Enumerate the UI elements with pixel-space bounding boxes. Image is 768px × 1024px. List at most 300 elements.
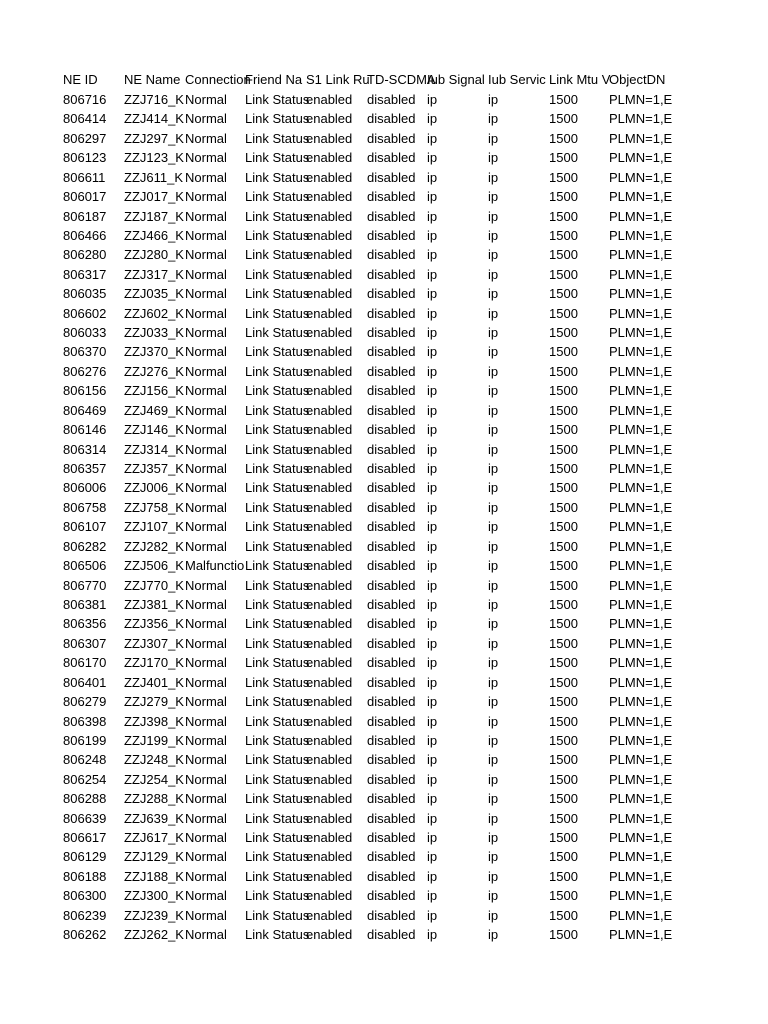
cell-s1-link: enabled: [306, 169, 353, 185]
cell-iub-signal: ip: [427, 247, 438, 263]
cell-friend-name: Link Status: [245, 674, 310, 690]
header-cell-iub-signal: Iub Signal: [427, 72, 485, 87]
cell-friend-name: Link Status: [245, 130, 310, 146]
cell-iub-signal: ip: [427, 189, 438, 205]
cell-link-mtu: 1500: [549, 130, 578, 146]
header-cell-friend-name: Friend Na: [245, 72, 303, 87]
cell-iub-service: ip: [488, 189, 499, 205]
table-row: [63, 362, 703, 381]
cell-iub-signal: ip: [427, 325, 438, 341]
cell-connection: Normal: [185, 266, 227, 282]
cell-link-mtu: 1500: [549, 616, 578, 632]
table-row: [63, 692, 703, 711]
table-row: [63, 323, 703, 342]
cell-friend-name: Link Status: [245, 383, 310, 399]
cell-ne-name: ZZJ017_K: [124, 189, 184, 205]
cell-td-scdma: disabled: [367, 927, 416, 943]
cell-friend-name: Link Status: [245, 266, 310, 282]
cell-iub-service: ip: [488, 596, 499, 612]
cell-s1-link: enabled: [306, 674, 353, 690]
cell-s1-link: enabled: [306, 791, 353, 807]
cell-iub-service: ip: [488, 558, 499, 574]
cell-td-scdma: disabled: [367, 208, 416, 224]
table-row: [63, 401, 703, 420]
cell-s1-link: enabled: [306, 558, 353, 574]
header-cell-iub-service: Iub Servic: [488, 72, 546, 87]
cell-iub-service: ip: [488, 305, 499, 321]
cell-object-dn: PLMN=1,E: [609, 150, 673, 166]
cell-ne-id: 806156: [63, 383, 107, 399]
cell-ne-name: ZZJ297_K: [124, 130, 184, 146]
cell-iub-service: ip: [488, 752, 499, 768]
cell-iub-signal: ip: [427, 441, 438, 457]
cell-ne-id: 806170: [63, 655, 107, 671]
table-row: [63, 537, 703, 556]
cell-iub-service: ip: [488, 499, 499, 515]
cell-iub-service: ip: [488, 480, 499, 496]
cell-object-dn: PLMN=1,E: [609, 461, 673, 477]
table-row: [63, 226, 703, 245]
cell-iub-signal: ip: [427, 480, 438, 496]
table-row: [63, 556, 703, 575]
cell-iub-service: ip: [488, 92, 499, 107]
cell-connection: Normal: [185, 655, 227, 671]
cell-ne-name: ZZJ188_K: [124, 868, 184, 884]
cell-iub-service: ip: [488, 577, 499, 593]
header-cell-ne-name: NE Name: [124, 72, 181, 87]
cell-iub-service: ip: [488, 363, 499, 379]
cell-friend-name: Link Status: [245, 713, 310, 729]
cell-connection: Normal: [185, 441, 227, 457]
cell-td-scdma: disabled: [367, 111, 416, 127]
cell-friend-name: Link Status: [245, 830, 310, 846]
cell-ne-id: 806758: [63, 499, 107, 515]
cell-ne-id: 806611: [63, 169, 106, 185]
cell-ne-name: ZZJ123_K: [124, 150, 184, 166]
cell-s1-link: enabled: [306, 732, 353, 748]
cell-iub-service: ip: [488, 907, 499, 923]
cell-td-scdma: disabled: [367, 150, 416, 166]
cell-td-scdma: disabled: [367, 169, 416, 185]
cell-s1-link: enabled: [306, 286, 353, 302]
cell-s1-link: enabled: [306, 635, 353, 651]
cell-iub-signal: ip: [427, 402, 438, 418]
cell-td-scdma: disabled: [367, 344, 416, 360]
table-row: [63, 304, 703, 323]
cell-iub-signal: ip: [427, 538, 438, 554]
cell-ne-name: ZZJ300_K: [124, 888, 184, 904]
table-row: [63, 809, 703, 828]
cell-ne-name: ZZJ506_K: [124, 558, 184, 574]
cell-s1-link: enabled: [306, 344, 353, 360]
cell-iub-signal: ip: [427, 130, 438, 146]
cell-s1-link: enabled: [306, 461, 353, 477]
cell-friend-name: Link Status: [245, 363, 310, 379]
cell-link-mtu: 1500: [549, 111, 578, 127]
cell-s1-link: enabled: [306, 907, 353, 923]
cell-link-mtu: 1500: [549, 538, 578, 554]
cell-link-mtu: 1500: [549, 810, 578, 826]
cell-iub-signal: ip: [427, 558, 438, 574]
cell-s1-link: enabled: [306, 810, 353, 826]
cell-connection: Normal: [185, 674, 227, 690]
cell-td-scdma: disabled: [367, 247, 416, 263]
cell-object-dn: PLMN=1,E: [609, 713, 673, 729]
cell-connection: Normal: [185, 92, 227, 107]
cell-link-mtu: 1500: [549, 888, 578, 904]
cell-ne-name: ZZJ716_K: [124, 92, 184, 107]
cell-friend-name: Link Status: [245, 635, 310, 651]
cell-ne-id: 806199: [63, 732, 107, 748]
cell-friend-name: Link Status: [245, 402, 310, 418]
table-row: [63, 109, 703, 128]
cell-s1-link: enabled: [306, 694, 353, 710]
cell-object-dn: PLMN=1,E: [609, 111, 673, 127]
cell-object-dn: PLMN=1,E: [609, 655, 673, 671]
cell-friend-name: Link Status: [245, 771, 310, 787]
cell-td-scdma: disabled: [367, 383, 416, 399]
cell-ne-name: ZZJ282_K: [124, 538, 184, 554]
cell-td-scdma: disabled: [367, 441, 416, 457]
cell-link-mtu: 1500: [549, 402, 578, 418]
cell-link-mtu: 1500: [549, 927, 578, 943]
header-cell-ne-id: NE ID: [63, 72, 98, 87]
cell-friend-name: Link Status: [245, 150, 310, 166]
cell-iub-signal: ip: [427, 92, 438, 107]
cell-s1-link: enabled: [306, 441, 353, 457]
cell-iub-service: ip: [488, 422, 499, 438]
cell-link-mtu: 1500: [549, 907, 578, 923]
cell-object-dn: PLMN=1,E: [609, 169, 673, 185]
cell-iub-signal: ip: [427, 461, 438, 477]
cell-s1-link: enabled: [306, 130, 353, 146]
cell-ne-id: 806356: [63, 616, 107, 632]
cell-friend-name: Link Status: [245, 92, 310, 107]
table-row: [63, 168, 703, 187]
cell-iub-signal: ip: [427, 907, 438, 923]
header-row: [63, 70, 703, 90]
cell-link-mtu: 1500: [549, 771, 578, 787]
cell-object-dn: PLMN=1,E: [609, 227, 673, 243]
cell-ne-id: 806602: [63, 305, 107, 321]
cell-connection: Normal: [185, 363, 227, 379]
cell-connection: Normal: [185, 422, 227, 438]
cell-ne-name: ZZJ381_K: [124, 596, 184, 612]
cell-friend-name: Link Status: [245, 907, 310, 923]
cell-iub-service: ip: [488, 791, 499, 807]
cell-td-scdma: disabled: [367, 286, 416, 302]
cell-s1-link: enabled: [306, 616, 353, 632]
cell-friend-name: Link Status: [245, 655, 310, 671]
cell-connection: Malfunctio: [185, 558, 245, 574]
cell-link-mtu: 1500: [549, 461, 578, 477]
cell-s1-link: enabled: [306, 383, 353, 399]
cell-ne-name: ZZJ146_K: [124, 422, 184, 438]
cell-friend-name: Link Status: [245, 344, 310, 360]
table-row: [63, 867, 703, 886]
table-row: [63, 906, 703, 925]
cell-friend-name: Link Status: [245, 189, 310, 205]
cell-object-dn: PLMN=1,E: [609, 868, 673, 884]
cell-object-dn: PLMN=1,E: [609, 907, 673, 923]
cell-object-dn: PLMN=1,E: [609, 383, 673, 399]
cell-td-scdma: disabled: [367, 635, 416, 651]
cell-object-dn: PLMN=1,E: [609, 130, 673, 146]
cell-friend-name: Link Status: [245, 694, 310, 710]
cell-friend-name: Link Status: [245, 286, 310, 302]
cell-s1-link: enabled: [306, 771, 353, 787]
cell-link-mtu: 1500: [549, 694, 578, 710]
cell-connection: Normal: [185, 286, 227, 302]
cell-s1-link: enabled: [306, 305, 353, 321]
cell-s1-link: enabled: [306, 927, 353, 943]
table-row: [63, 886, 703, 905]
cell-link-mtu: 1500: [549, 305, 578, 321]
cell-s1-link: enabled: [306, 150, 353, 166]
table-row: [63, 750, 703, 769]
cell-iub-service: ip: [488, 402, 499, 418]
cell-connection: Normal: [185, 227, 227, 243]
cell-link-mtu: 1500: [549, 189, 578, 205]
cell-td-scdma: disabled: [367, 325, 416, 341]
cell-s1-link: enabled: [306, 189, 353, 205]
cell-td-scdma: disabled: [367, 830, 416, 846]
cell-connection: Normal: [185, 830, 227, 846]
table-row: [63, 187, 703, 206]
cell-link-mtu: 1500: [549, 169, 578, 185]
cell-ne-id: 806017: [63, 189, 107, 205]
cell-ne-name: ZZJ602_K: [124, 305, 184, 321]
cell-connection: Normal: [185, 791, 227, 807]
cell-connection: Normal: [185, 344, 227, 360]
cell-link-mtu: 1500: [549, 791, 578, 807]
cell-s1-link: enabled: [306, 227, 353, 243]
cell-ne-id: 806466: [63, 227, 107, 243]
cell-td-scdma: disabled: [367, 363, 416, 379]
cell-ne-id: 806035: [63, 286, 107, 302]
cell-object-dn: PLMN=1,E: [609, 422, 673, 438]
cell-connection: Normal: [185, 325, 227, 341]
cell-connection: Normal: [185, 868, 227, 884]
cell-iub-signal: ip: [427, 169, 438, 185]
cell-iub-signal: ip: [427, 849, 438, 865]
cell-td-scdma: disabled: [367, 674, 416, 690]
cell-friend-name: Link Status: [245, 810, 310, 826]
cell-ne-id: 806381: [63, 596, 107, 612]
cell-link-mtu: 1500: [549, 325, 578, 341]
cell-iub-signal: ip: [427, 771, 438, 787]
cell-object-dn: PLMN=1,E: [609, 752, 673, 768]
cell-connection: Normal: [185, 694, 227, 710]
cell-iub-signal: ip: [427, 111, 438, 127]
cell-object-dn: PLMN=1,E: [609, 927, 673, 943]
cell-iub-service: ip: [488, 635, 499, 651]
cell-ne-name: ZZJ276_K: [124, 363, 184, 379]
cell-object-dn: PLMN=1,E: [609, 635, 673, 651]
cell-td-scdma: disabled: [367, 422, 416, 438]
cell-friend-name: Link Status: [245, 616, 310, 632]
cell-td-scdma: disabled: [367, 227, 416, 243]
cell-ne-id: 806107: [63, 519, 107, 535]
cell-link-mtu: 1500: [549, 596, 578, 612]
cell-iub-signal: ip: [427, 616, 438, 632]
cell-link-mtu: 1500: [549, 286, 578, 302]
cell-link-mtu: 1500: [549, 577, 578, 593]
cell-link-mtu: 1500: [549, 441, 578, 457]
cell-iub-service: ip: [488, 616, 499, 632]
cell-link-mtu: 1500: [549, 558, 578, 574]
cell-connection: Normal: [185, 713, 227, 729]
cell-td-scdma: disabled: [367, 402, 416, 418]
cell-td-scdma: disabled: [367, 189, 416, 205]
cell-iub-signal: ip: [427, 422, 438, 438]
cell-connection: Normal: [185, 208, 227, 224]
cell-link-mtu: 1500: [549, 830, 578, 846]
cell-connection: Normal: [185, 383, 227, 399]
cell-iub-signal: ip: [427, 810, 438, 826]
cell-iub-service: ip: [488, 519, 499, 535]
cell-ne-name: ZZJ239_K: [124, 907, 184, 923]
cell-td-scdma: disabled: [367, 655, 416, 671]
cell-ne-name: ZZJ469_K: [124, 402, 184, 418]
cell-ne-id: 806300: [63, 888, 107, 904]
cell-ne-id: 806129: [63, 849, 107, 865]
cell-ne-id: 806506: [63, 558, 107, 574]
cell-friend-name: Link Status: [245, 791, 310, 807]
cell-friend-name: Link Status: [245, 441, 310, 457]
cell-iub-service: ip: [488, 441, 499, 457]
cell-link-mtu: 1500: [549, 383, 578, 399]
cell-connection: Normal: [185, 461, 227, 477]
cell-connection: Normal: [185, 907, 227, 923]
cell-link-mtu: 1500: [549, 499, 578, 515]
cell-ne-name: ZZJ414_K: [124, 111, 184, 127]
cell-iub-signal: ip: [427, 694, 438, 710]
cell-ne-name: ZZJ199_K: [124, 732, 184, 748]
cell-iub-service: ip: [488, 227, 499, 243]
cell-object-dn: PLMN=1,E: [609, 325, 673, 341]
cell-connection: Normal: [185, 752, 227, 768]
table-row: [63, 847, 703, 866]
cell-object-dn: PLMN=1,E: [609, 771, 673, 787]
cell-friend-name: Link Status: [245, 325, 310, 341]
cell-object-dn: PLMN=1,E: [609, 189, 673, 205]
cell-link-mtu: 1500: [549, 480, 578, 496]
cell-object-dn: PLMN=1,E: [609, 849, 673, 865]
cell-ne-id: 806288: [63, 791, 107, 807]
cell-ne-name: ZZJ288_K: [124, 791, 184, 807]
cell-object-dn: PLMN=1,E: [609, 674, 673, 690]
cell-friend-name: Link Status: [245, 558, 310, 574]
cell-td-scdma: disabled: [367, 732, 416, 748]
cell-s1-link: enabled: [306, 830, 353, 846]
table-row: [63, 381, 703, 400]
cell-ne-id: 806006: [63, 480, 107, 496]
cell-ne-id: 806370: [63, 344, 107, 360]
table-row: [63, 284, 703, 303]
cell-iub-service: ip: [488, 286, 499, 302]
table-row: [63, 634, 703, 653]
table-row: [63, 731, 703, 750]
cell-ne-name: ZZJ314_K: [124, 441, 184, 457]
cell-object-dn: PLMN=1,E: [609, 732, 673, 748]
cell-friend-name: Link Status: [245, 227, 310, 243]
cell-connection: Normal: [185, 480, 227, 496]
cell-ne-id: 806716: [63, 92, 107, 107]
cell-s1-link: enabled: [306, 422, 353, 438]
cell-ne-name: ZZJ758_K: [124, 499, 184, 515]
cell-td-scdma: disabled: [367, 499, 416, 515]
cell-ne-id: 806314: [63, 441, 107, 457]
cell-object-dn: PLMN=1,E: [609, 286, 673, 302]
cell-ne-id: 806617: [63, 830, 107, 846]
cell-ne-id: 806248: [63, 752, 107, 768]
cell-ne-id: 806401: [63, 674, 107, 690]
table-row: [63, 925, 703, 944]
cell-link-mtu: 1500: [549, 363, 578, 379]
cell-td-scdma: disabled: [367, 538, 416, 554]
cell-ne-id: 806276: [63, 363, 107, 379]
table-row: [63, 595, 703, 614]
cell-friend-name: Link Status: [245, 538, 310, 554]
cell-iub-service: ip: [488, 150, 499, 166]
cell-link-mtu: 1500: [549, 635, 578, 651]
cell-friend-name: Link Status: [245, 596, 310, 612]
cell-ne-name: ZZJ033_K: [124, 325, 184, 341]
cell-ne-name: ZZJ357_K: [124, 461, 184, 477]
cell-ne-name: ZZJ466_K: [124, 227, 184, 243]
table-row: [63, 498, 703, 517]
table-row: [63, 673, 703, 692]
cell-object-dn: PLMN=1,E: [609, 402, 673, 418]
cell-iub-service: ip: [488, 111, 499, 127]
cell-friend-name: Link Status: [245, 305, 310, 321]
cell-iub-service: ip: [488, 266, 499, 282]
cell-td-scdma: disabled: [367, 752, 416, 768]
cell-friend-name: Link Status: [245, 927, 310, 943]
cell-ne-name: ZZJ611_K: [124, 169, 184, 185]
cell-iub-signal: ip: [427, 888, 438, 904]
cell-iub-service: ip: [488, 694, 499, 710]
cell-td-scdma: disabled: [367, 461, 416, 477]
cell-link-mtu: 1500: [549, 752, 578, 768]
table-row: [63, 440, 703, 459]
cell-iub-service: ip: [488, 888, 499, 904]
cell-iub-service: ip: [488, 208, 499, 224]
cell-connection: Normal: [185, 189, 227, 205]
cell-ne-name: ZZJ770_K: [124, 577, 184, 593]
cell-connection: Normal: [185, 402, 227, 418]
cell-ne-id: 806357: [63, 461, 107, 477]
cell-ne-name: ZZJ401_K: [124, 674, 184, 690]
cell-iub-signal: ip: [427, 499, 438, 515]
cell-object-dn: PLMN=1,E: [609, 344, 673, 360]
cell-ne-id: 806469: [63, 402, 107, 418]
cell-s1-link: enabled: [306, 538, 353, 554]
cell-s1-link: enabled: [306, 325, 353, 341]
cell-iub-signal: ip: [427, 596, 438, 612]
cell-ne-name: ZZJ279_K: [124, 694, 184, 710]
cell-object-dn: PLMN=1,E: [609, 577, 673, 593]
cell-ne-name: ZZJ187_K: [124, 208, 184, 224]
cell-ne-id: 806239: [63, 907, 107, 923]
cell-iub-service: ip: [488, 830, 499, 846]
cell-object-dn: PLMN=1,E: [609, 694, 673, 710]
cell-friend-name: Link Status: [245, 499, 310, 515]
header-cell-s1-link: S1 Link Ru: [306, 72, 370, 87]
cell-ne-name: ZZJ617_K: [124, 830, 184, 846]
cell-friend-name: Link Status: [245, 422, 310, 438]
